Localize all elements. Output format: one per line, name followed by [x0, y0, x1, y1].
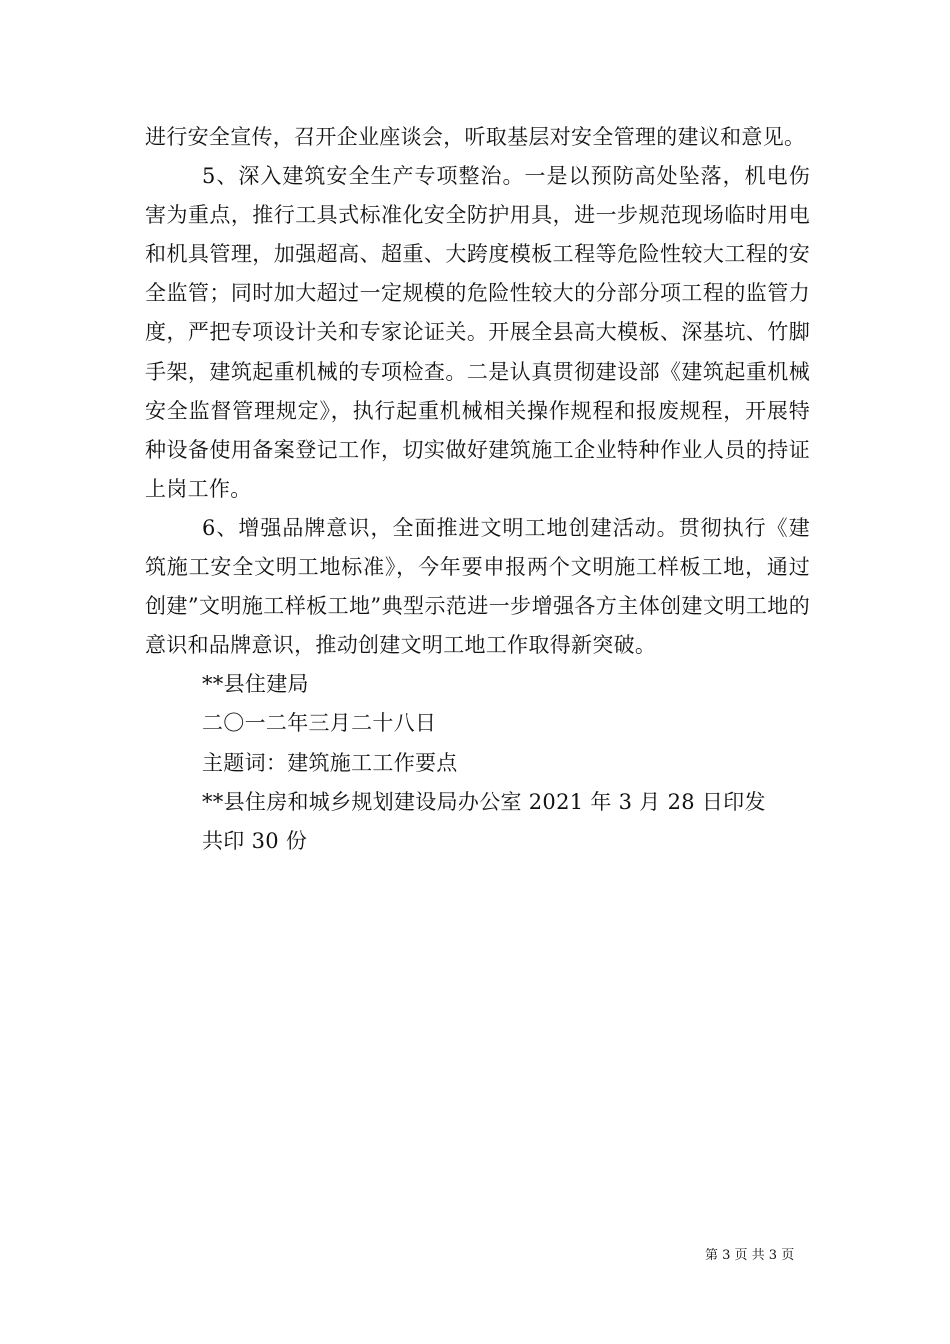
printed-by-line: **县住房和城乡规划建设局办公室 2021 年 3 月 28 日印发 — [202, 789, 766, 814]
copies-count: 共印 30 份 — [202, 828, 308, 853]
paragraph-item-6: 6、增强品牌意识，全面推进文明工地创建活动。贯彻执行《建筑施工安全文明工地标准》，今年要申报两个文明施工样板工地，通过创建”文明施工样板工地”典型示范进一步增强各方主体创建文明工地的意识和品牌意识，推动创建文明工地工作取得新突破。 — [145, 515, 810, 658]
paragraph-continuation: 进行安全宣传，召开企业座谈会，听取基层对安全管理的建议和意见。 — [145, 125, 806, 149]
document-body — [145, 118, 810, 861]
page-number-footer: 第 3 页 共 3 页 — [705, 1248, 795, 1263]
issuer-name: **县住建局 — [202, 672, 309, 697]
issue-date: 二〇一二年三月二十八日 — [202, 711, 437, 736]
paragraph-item-5: 5、深入建筑安全生产专项整治。一是以预防高处坠落，机电伤害为重点，推行工具式标准化安全防护用具，进一步规范现场临时用电和机具管理，加强超高、超重、大跨度模板工程等危险性较大工程的安全监管；同时加大超过一定规模的危险性较大的分部分项工程的监管力度，严把专项设计关和专家论证关。开展全县高大模板、深基坑、竹脚手架，建筑起重机械的专项检查。二是认真贯彻建设部《建筑起重机械安全监督管理规定》，执行起重机械相关操作规程和报废规程，开展特种设备使用备案登记工作，切实做好建筑施工企业特种作业人员的持证上岗工作。 — [145, 164, 810, 501]
subject-keywords: 主题词：建筑施工工作要点 — [202, 750, 458, 775]
